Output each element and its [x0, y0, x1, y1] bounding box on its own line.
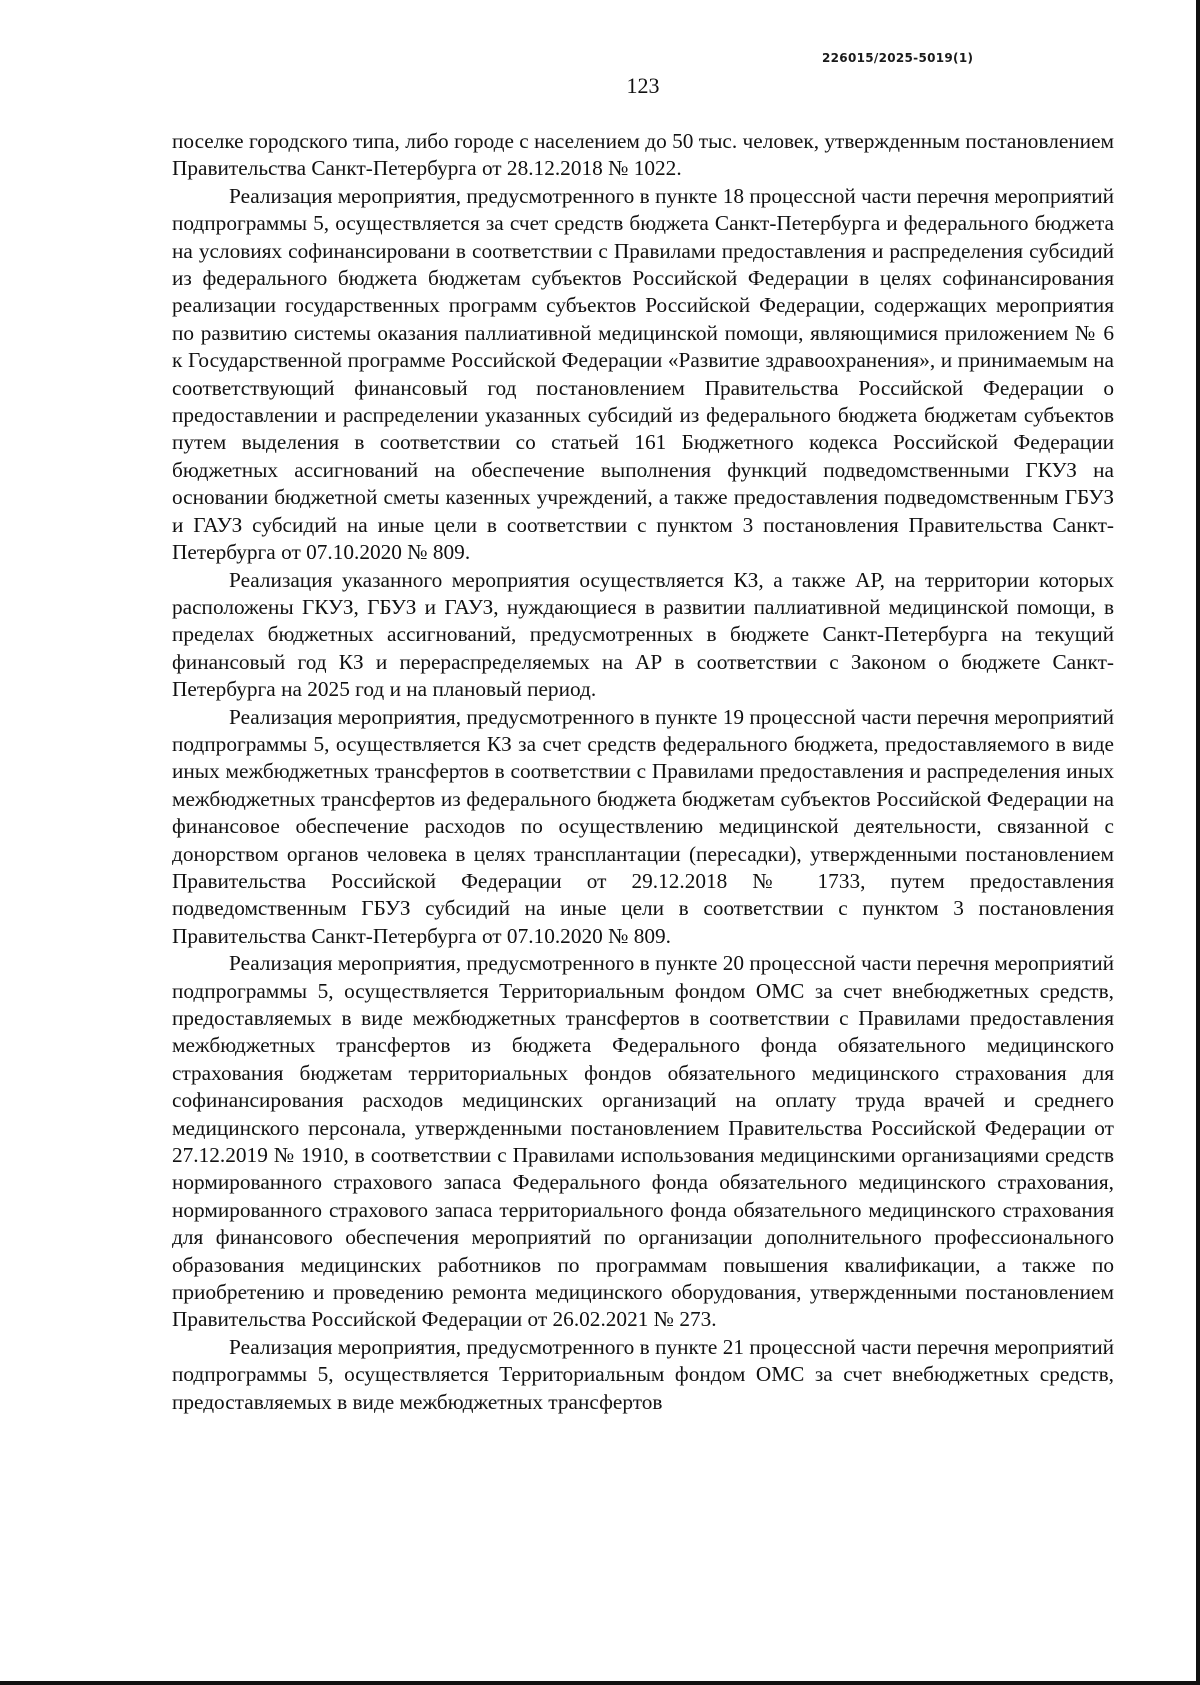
paragraph-5: Реализация мероприятия, предусмотренного в пункте 20 процессной части перечня мероприятий подпрограммы 5, осуществляется Территориальным фондом ОМС за счет внебюджетных средств, предоставляемых в виде межбюджетных трансфертов в соответствии с Правилами предоставления межбюджетных трансфертов из бюджета Федерального фонда обязательного медицинского страхования бюджетам территориальных фондов обязательного медицинского страхования для софинансирования расходов медицинских организаций на оплату труда врачей и среднего медицинского персонала, утвержденными постановлением Правительства Российской Федерации от 27.12.2019 № 1910, в соответствии с Правилами использования медицинскими организациями средств нормированного страхового запаса Федерального фонда обязательного медицинского страхования, нормированного страхового запаса территориального фонда обязательного медицинского страхования для финансового обеспечения мероприятий по организации дополнительного профессионального образования медицинских работников по программам повышения квалификации, а также по приобретению и проведению ремонта медицинского оборудования, утвержденными постановлением Правительства Российской Федерации от 26.02.2021 № 273. — [172, 951, 1114, 1332]
paragraph-1: поселке городского типа, либо городе с населением до 50 тыс. человек, утвержденным постановлением Правительства Санкт-Петербурга от 28.12.2018 № 1022. — [172, 129, 1114, 181]
page-number: 123 — [626, 73, 660, 98]
paragraph-4: Реализация мероприятия, предусмотренного в пункте 19 процессной части перечня мероприятий подпрограммы 5, осуществляется КЗ за счет средств федерального бюджета, предоставляемого в виде иных межбюджетных трансфертов в соответствии с Правилами предоставления и распределения иных межбюджетных трансфертов из федерального бюджета бюджетам субъектов Российской Федерации на финансовое обеспечение расходов по осуществлению медицинской деятельности, связанной с донорством органов человека в целях трансплантации (пересадки), утвержденными постановлением Правительства Российской Федерации от 29.12.2018 № 1733, путем предоставления подведомственным ГБУЗ субсидий на иные цели в соответствии с пунктом 3 постановления Правительства Санкт-Петербурга от 07.10.2020 № 809. — [172, 704, 1114, 948]
paragraph-3: Реализация указанного мероприятия осуществляется КЗ, а также АР, на территории которых расположены ГКУЗ, ГБУЗ и ГАУЗ, нуждающиеся в развитии паллиативной медицинской помощи, в пределах бюджетных ассигнований, предусмотренных в бюджете Санкт-Петербурга на текущий финансовый год КЗ и перераспределяемых на АР в соответствии с Законом о бюджете Санкт-Петербурга на 2025 год и на плановый период. — [172, 567, 1114, 702]
paragraph-6: Реализация мероприятия, предусмотренного в пункте 21 процессной части перечня мероприятий подпрограммы 5, осуществляется Территориальным фондом ОМС за счет внебюджетных средств, предоставляемых в виде межбюджетных трансфертов — [172, 1334, 1114, 1414]
document-id: 226015/2025-5019(1) — [822, 51, 974, 65]
document-body — [172, 128, 1114, 1416]
paragraph-2: Реализация мероприятия, предусмотренного в пункте 18 процессной части перечня мероприятий подпрограммы 5, осуществляется за счет средств бюджета Санкт-Петербурга и федерального бюджета на условиях софинансировани в соответствии с Правилами предоставления и распределения субсидий из федерального бюджета бюджетам субъектов Российской Федерации в целях софинансирования реализации государственных программ субъектов Российской Федерации, содержащих мероприятия по развитию системы оказания паллиативной медицинской помощи, являющимися приложением № 6 к Государственной программе Российской Федерации «Развитие здравоохранения», и принимаемым на соответствующий финансовый год постановлением Правительства Российской Федерации о предоставлении и распределении указанных субсидий из федерального бюджета бюджетам субъектов путем выделения в соответствии со статьей 161 Бюджетного кодекса Российской Федерации бюджетных ассигнований на обеспечение выполнения функций подведомственными ГКУЗ на основании бюджетной сметы казенных учреждений, а также предоставления подведомственным ГБУЗ и ГАУЗ субсидий на иные цели в соответствии с пунктом 3 постановления Правительства Санкт-Петербурга от 07.10.2020 № 809. — [172, 183, 1114, 565]
